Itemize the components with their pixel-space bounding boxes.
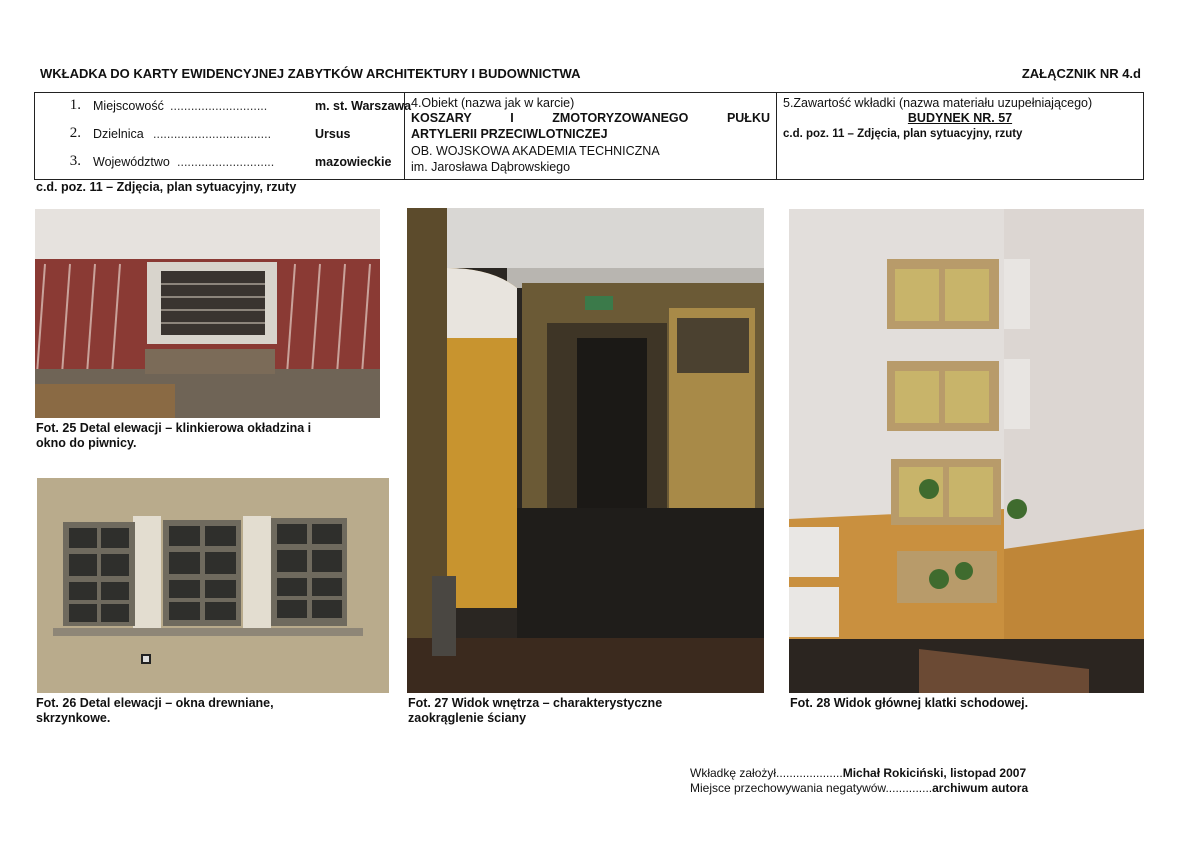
- photo-28-caption: Fot. 28 Widok głównej klatki schodowej.: [790, 696, 1029, 710]
- photo-28-staircase: [789, 209, 1144, 693]
- storage-location: archiwum autora: [932, 781, 1029, 795]
- object-heading: 4.Obiekt (nazwa jak w karcie): [411, 96, 575, 110]
- contents-column: [777, 93, 1143, 179]
- document-title: WKŁADKA DO KARTY EWIDENCYJNEJ ZABYTKÓW ARCHITEKTURY I BUDOWNICTWA: [40, 66, 581, 81]
- author-name: Michał Rokiciński, listopad 2007: [842, 766, 1027, 780]
- author-line: Wkładkę założył....................Michał Rokiciński, listopad 2007: [690, 766, 1027, 780]
- identification-table: [34, 92, 1144, 180]
- photo-27-interior-corridor: [407, 208, 764, 693]
- location-value: mazowieckie: [315, 155, 392, 169]
- location-value: Ursus: [315, 127, 351, 141]
- photo-26-caption: Fot. 26 Detal elewacji – okna drewniane, skrzynkowe.: [36, 696, 274, 725]
- object-address-line2: im. Jarosława Dąbrowskiego: [411, 160, 571, 174]
- location-column: 1. Miejscowość ............................ m. st. Warszawa 2. Dzielnica .................................. Ursus 3. Województwo ............................ mazowieckie: [35, 93, 405, 179]
- photo-25-basement-window: [35, 209, 380, 418]
- location-value: m. st. Warszawa: [315, 99, 412, 113]
- photo-27-caption: Fot. 27 Widok wnętrza – charakterystyczne zaokrąglenie ściany: [408, 696, 663, 725]
- storage-line: Miejsce przechowywania negatywów..............archiwum autora: [690, 781, 1029, 795]
- building-number: BUDYNEK NR. 57: [907, 111, 1013, 125]
- object-address-line1: OB. WOJSKOWA AKADEMIA TECHNICZNA: [411, 144, 660, 158]
- attachment-number: ZAŁĄCZNIK NR 4.d: [1021, 66, 1141, 81]
- location-label: Województwo: [93, 155, 170, 169]
- photo-25-caption: Fot. 25 Detal elewacji – klinkierowa okładzina i okno do piwnicy.: [36, 421, 312, 450]
- location-label: Miejscowość: [93, 99, 164, 113]
- photo-26-wooden-windows: [37, 478, 389, 693]
- object-name-line2: ARTYLERII PRZECIWLOTNICZEJ: [411, 127, 608, 141]
- contents-description: c.d. poz. 11 – Zdjęcia, plan sytuacyjny, rzuty: [783, 128, 1023, 140]
- continuation-label: c.d. poz. 11 – Zdjęcia, plan sytuacyjny, rzuty: [36, 180, 297, 194]
- location-label: Dzielnica: [93, 127, 144, 141]
- contents-heading: 5.Zawartość wkładki (nazwa materiału uzupełniającego): [783, 96, 1093, 110]
- object-name-line1: KOSZARY I ZMOTORYZOWANEGO PUŁKU: [411, 111, 770, 125]
- object-column: [405, 93, 777, 179]
